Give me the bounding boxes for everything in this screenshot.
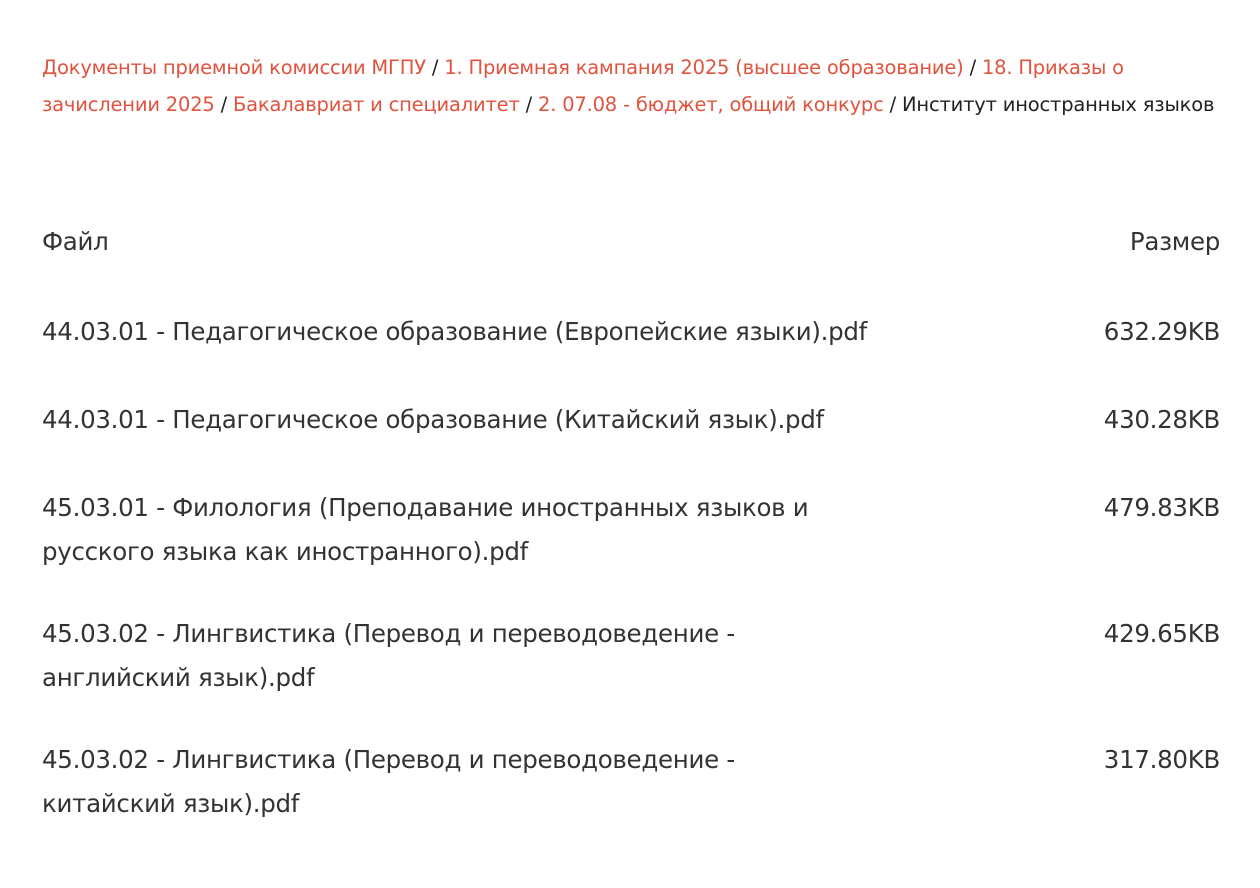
table-row (42, 310, 1220, 354)
table-header-row (42, 212, 1220, 270)
breadcrumb-link-budget-general[interactable]: 2. 07.08 - бюджет, общий конкурс (537, 93, 884, 116)
breadcrumb-separator: / (889, 93, 903, 116)
column-header-size: Размер (1129, 226, 1220, 256)
breadcrumb-separator: / (431, 56, 445, 79)
column-header-file: Файл (42, 226, 109, 256)
file-link[interactable]: 44.03.01 - Педагогическое образование (Китайский язык).pdf (42, 405, 824, 434)
file-link[interactable]: 45.03.02 - Лингвистика (Перевод и переводоведение - английский язык).pdf (42, 619, 735, 692)
breadcrumb-link-documents[interactable]: Документы приемной комиссии МГПУ (42, 56, 426, 79)
breadcrumb-link-bachelor[interactable]: Бакалавриат и специалитет (233, 93, 520, 116)
file-size: 430.28KB (1103, 405, 1220, 434)
breadcrumb-current: Институт иностранных языков (902, 93, 1215, 116)
breadcrumb-link-campaign-2025[interactable]: 1. Приемная кампания 2025 (высшее образование) (444, 56, 964, 79)
table-row (42, 738, 1220, 826)
table-row (42, 398, 1220, 442)
file-link[interactable]: 45.03.01 - Филология (Преподавание иностранных языков и русского языка как иностранного).pdf (42, 493, 809, 566)
breadcrumb-separator: / (220, 93, 233, 116)
breadcrumb-separator: / (525, 93, 538, 116)
breadcrumb-separator: / (969, 56, 982, 79)
file-link[interactable]: 44.03.01 - Педагогическое образование (Европейские языки).pdf (42, 317, 867, 346)
breadcrumb-link-enrollment-orders[interactable]: 18. Приказы о зачислении 2025 (42, 56, 1124, 116)
breadcrumb (42, 49, 1232, 123)
table-row (42, 486, 1220, 574)
file-size: 317.80KB (1103, 745, 1220, 774)
file-link[interactable]: 45.03.02 - Лингвистика (Перевод и переводоведение - китайский язык).pdf (42, 745, 735, 818)
file-size: 632.29KB (1103, 317, 1220, 346)
file-table (42, 212, 1220, 826)
file-size: 479.83KB (1103, 493, 1220, 522)
file-size: 429.65KB (1103, 619, 1220, 648)
table-row (42, 612, 1220, 700)
